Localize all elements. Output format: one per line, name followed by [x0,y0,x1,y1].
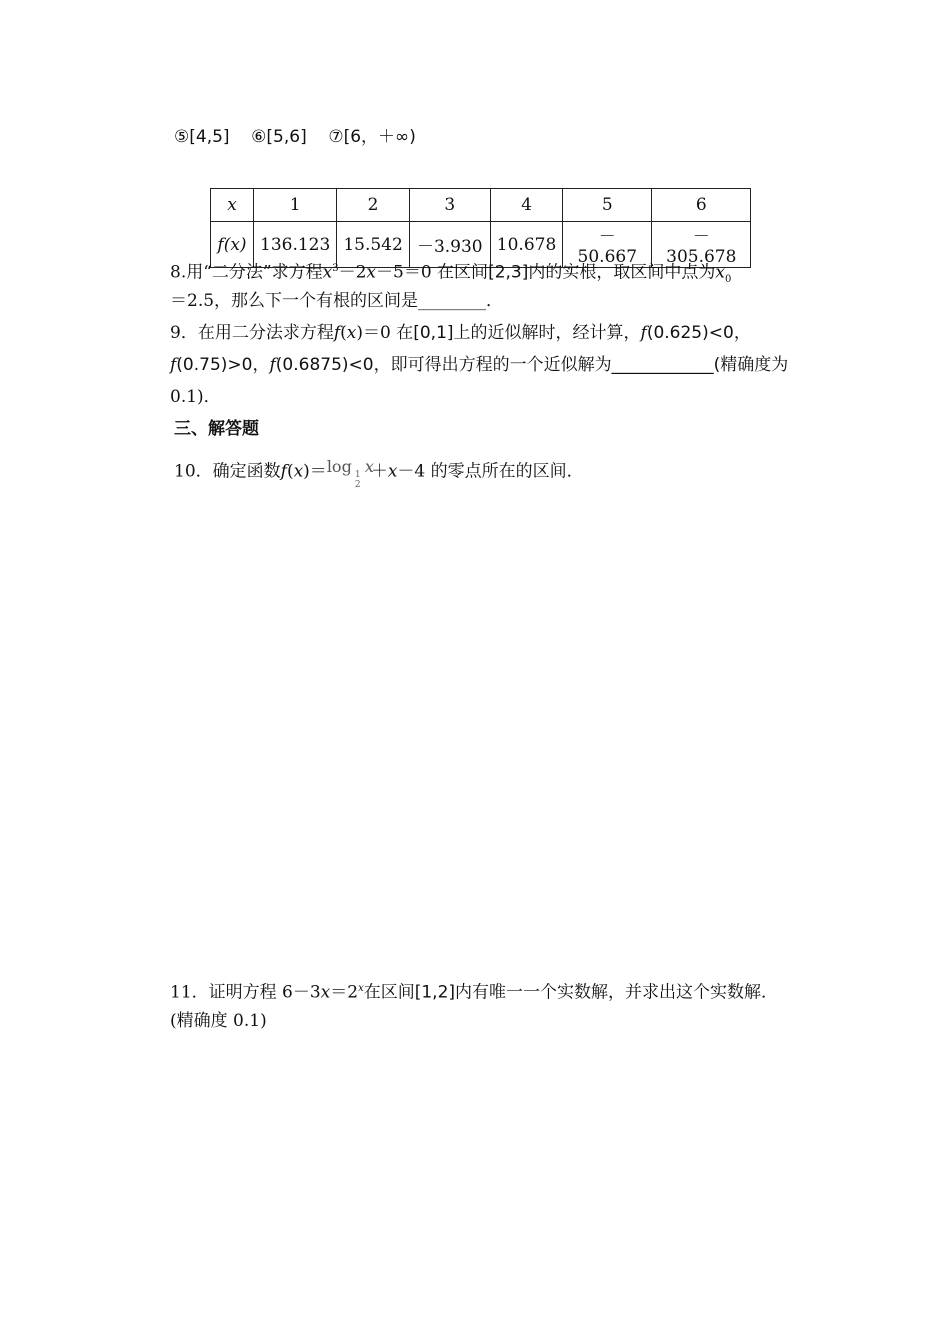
option-5: ⑤[4,5] [174,127,230,147]
table-cell: 4 [490,189,562,222]
table-cell: －3.930 [409,222,490,268]
options-line [174,124,416,150]
table-cell: x [211,189,254,222]
question-11-line-2: (精确度 0.1) [170,1011,267,1031]
option-7: ⑦[6，＋∞) [328,127,416,147]
table-cell: 2 [337,189,409,222]
question-9-line-3: 0.1)． [170,387,221,407]
table-cell: －50.667 [563,222,652,268]
table-row [211,189,751,222]
question-8-line-2: ＝2.5，那么下一个有根的区间是________． [170,291,504,311]
question-8-line-1: 8.用“二分法”求方程$x^3-2x-5=0$ 在区间[2,3]内的实根，取区间中点为$x_0$ [170,262,732,286]
question-11-line-1: 11．证明方程 $6-3x=2^x$在区间[1,2]内有唯一一个实数解，并求出这个实数解． [170,982,779,1003]
table-cell: 6 [652,189,751,222]
table-cell: 10.678 [490,222,562,268]
table-cell: 15.542 [337,222,409,268]
section-heading: 三、解答题 [174,419,259,439]
table-cell: f(x) [211,222,254,268]
table-cell: －305.678 [652,222,751,268]
table-cell: 5 [563,189,652,222]
option-6: ⑥[5,6] [251,127,307,147]
question-9-line-2: f(0.75)>0，f(0.6875)<0，即可得出方程的一个近似解为____________(精确度为 [170,355,789,375]
question-9-line-1: 9．在用二分法求方程f(x)＝0 在[0,1]上的近似解时，经计算，f(0.625)<0， [170,323,751,343]
table-cell: 3 [409,189,490,222]
table-cell: 136.123 [254,222,337,268]
question-10: 10．确定函数f(x)＝ log 1 2 x ＋x－4 的零点所在的区间． [174,452,584,492]
table-cell: 1 [254,189,337,222]
log-expression: log 1 2 x [326,457,374,490]
